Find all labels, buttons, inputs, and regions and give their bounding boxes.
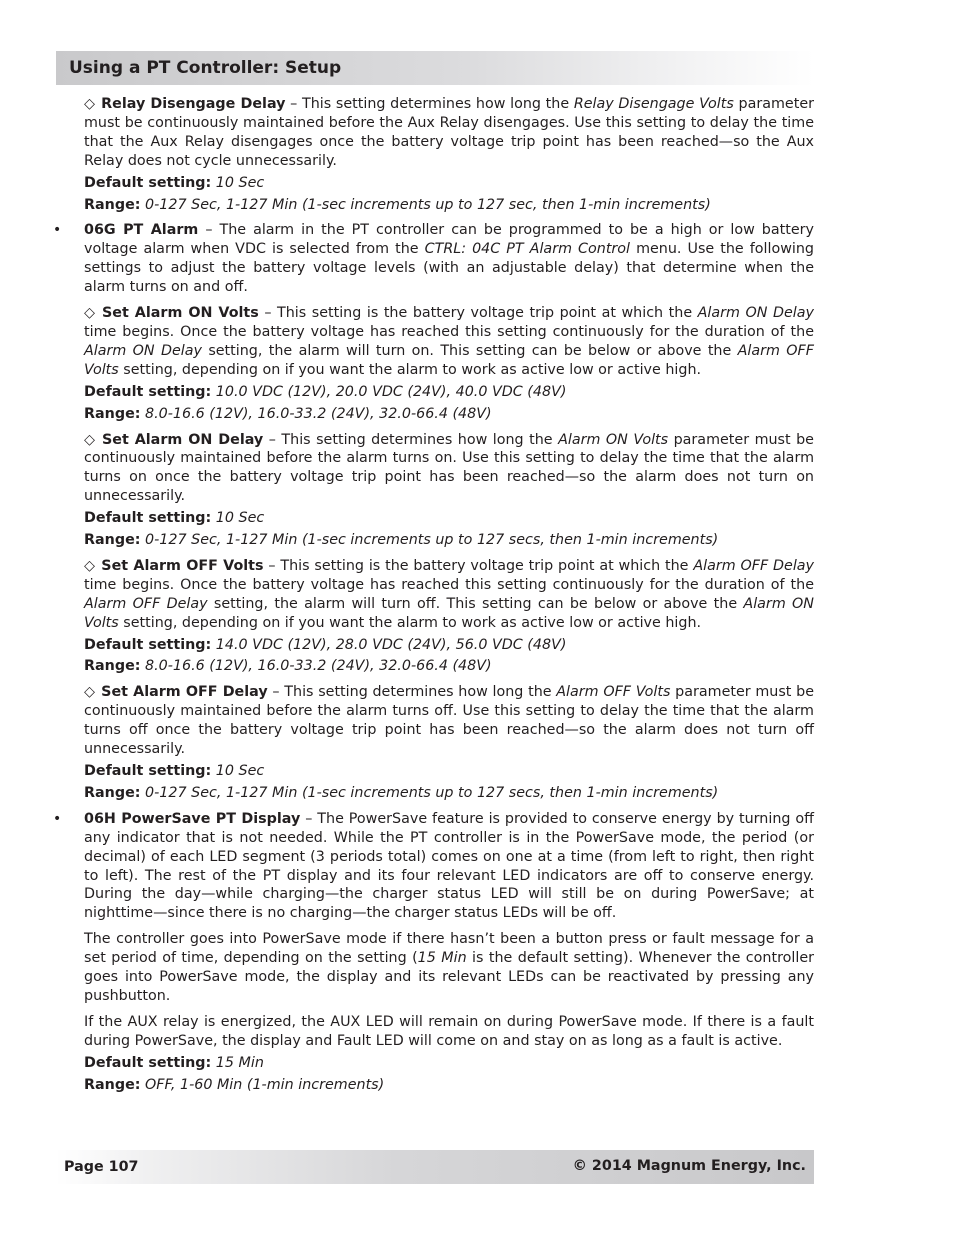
- setting-name: Set Alarm ON Delay: [101, 431, 264, 448]
- menu-item-name: 06G PT Alarm: [84, 222, 199, 239]
- page-number: Page 107: [64, 1159, 139, 1175]
- default-setting-line: Default setting: 10 Sec: [84, 510, 265, 527]
- menu-item-name: 06H PowerSave PT Display: [84, 810, 301, 827]
- powersave-paragraph: • 06H PowerSave PT Display – The PowerSave feature is provided to conserve energy by turning off any indicator that is not needed. While the PT controller is in the PowerSave mode, the period (or decimal) of each LED segment (3 periods total) comes on one at a time (from left to right, then right to left). The rest of the PT display and its four relevant LED indicators are off to conserve energy. During the day—while charging—the charger status LED will still be on during PowerSave; at nighttime—since there is no charging—the charger status LEDs will be off.: [53, 810, 814, 922]
- range-line: Range: 8.0-16.6 (12V), 16.0-33.2 (24V), 32.0-66.4 (48V): [84, 405, 492, 422]
- alarm-off-delay-paragraph: ◇ Set Alarm OFF Delay – This setting determines how long the Alarm OFF Volts parameter must be continuously maintained before the alarm turns off. Use this setting to delay the time that the alarm turns off once the battery voltage trip point has been reached—so the alarm does not turn off unnecessarily.: [84, 684, 814, 758]
- alarm-on-volts-paragraph: ◇ Set Alarm ON Volts – This setting is the battery voltage trip point at which the Alarm ON Delay time begins. Once the battery voltage has reached this setting continuously for the duration of the Alarm ON Delay setting, the alarm will turn on. This setting can be below or above the Alarm OFF Volts setting, depending on if you want the alarm to work as active low or active high.: [84, 305, 814, 378]
- range-line: Range: 8.0-16.6 (12V), 16.0-33.2 (24V), 32.0-66.4 (48V): [84, 658, 492, 675]
- setting-name: Relay Disengage Delay: [101, 96, 286, 112]
- powersave-paragraph-3: If the AUX relay is energized, the AUX LED will remain on during PowerSave mode. If there is a fault during PowerSave, the display and Fault LED will come on and stay on as long as a fault is active.: [84, 1013, 814, 1049]
- diamond-bullet-icon: ◇: [84, 305, 96, 322]
- setting-name: Set Alarm OFF Volts: [101, 557, 264, 574]
- range-line: Range: 0-127 Sec, 1-127 Min (1-sec increments up to 127 sec, then 1-min increments): [84, 196, 711, 213]
- diamond-bullet-icon: ◇: [84, 684, 96, 701]
- default-setting-line: Default setting: 10 Sec: [84, 763, 265, 779]
- bullet-icon: •: [53, 222, 62, 239]
- relay-disengage-delay-paragraph: ◇ Relay Disengage Delay – This setting determines how long the Relay Disengage Volts parameter must be continuously maintained before the Aux Relay disengages. Use this setting to delay the time that the Aux Relay disengages once the battery voltage trip point has been reached—so the Aux Relay does not cycle unnecessarily.: [84, 96, 814, 169]
- range-line: Range: 0-127 Sec, 1-127 Min (1-sec increments up to 127 secs, then 1-min increments): [84, 784, 719, 801]
- copyright-notice: © 2014 Magnum Energy, Inc.: [572, 1158, 806, 1174]
- default-setting-line: Default setting: 10 Sec: [84, 174, 265, 191]
- default-setting-line: Default setting: 10.0 VDC (12V), 20.0 VDC (24V), 40.0 VDC (48V): [84, 383, 567, 400]
- setting-name: Set Alarm ON Volts: [102, 305, 259, 322]
- alarm-on-delay-paragraph: ◇ Set Alarm ON Delay – This setting determines how long the Alarm ON Volts parameter must be continuously maintained before the alarm turns on. Use this setting to delay the time that the alarm turns on once the battery voltage trip point has been reached—so the alarm does not turn on unnecessarily.: [84, 431, 814, 505]
- diamond-bullet-icon: ◇: [84, 557, 96, 574]
- section-title: Using a PT Controller: Setup: [69, 58, 342, 78]
- diamond-bullet-icon: ◇: [84, 431, 96, 448]
- default-setting-line: Default setting: 14.0 VDC (12V), 28.0 VDC (24V), 56.0 VDC (48V): [84, 636, 567, 653]
- range-line: Range: 0-127 Sec, 1-127 Min (1-sec increments up to 127 secs, then 1-min increments): [84, 532, 719, 549]
- diamond-bullet-icon: ◇: [84, 96, 96, 112]
- bullet-icon: •: [53, 810, 62, 827]
- pt-alarm-paragraph: • 06G PT Alarm – The alarm in the PT controller can be programmed to be a high or low battery voltage alarm when VDC is selected from the CTRL: 04C PT Alarm Control menu. Use the following settings to adjust the battery voltage levels (with an adjustable delay) that determine when the alarm turns on and off.: [53, 222, 814, 296]
- alarm-off-volts-paragraph: ◇ Set Alarm OFF Volts – This setting is the battery voltage trip point at which the Alarm OFF Delay time begins. Once the battery voltage has reached this setting continuously for the duration of the Alarm OFF Delay setting, the alarm will turn off. This setting can be below or above the Alarm ON Volts setting, depending on if you want the alarm to work as active low or active high.: [84, 557, 815, 631]
- setting-name: Set Alarm OFF Delay: [101, 684, 268, 701]
- page-content: [53, 95, 815, 1095]
- powersave-paragraph-2: The controller goes into PowerSave mode if there hasn’t been a button press or fault message for a set period of time, depending on the setting (15 Min is the default setting). Whenever the controller goes into PowerSave mode, the display and its relevant LEDs can be reactivated by pressing any pushbutton.: [84, 931, 815, 1004]
- range-line: Range: OFF, 1-60 Min (1-min increments): [84, 1076, 385, 1093]
- page-footer-bar: [56, 1150, 814, 1184]
- page-header-bar: [56, 51, 814, 85]
- default-setting-line: Default setting: 15 Min: [84, 1054, 264, 1071]
